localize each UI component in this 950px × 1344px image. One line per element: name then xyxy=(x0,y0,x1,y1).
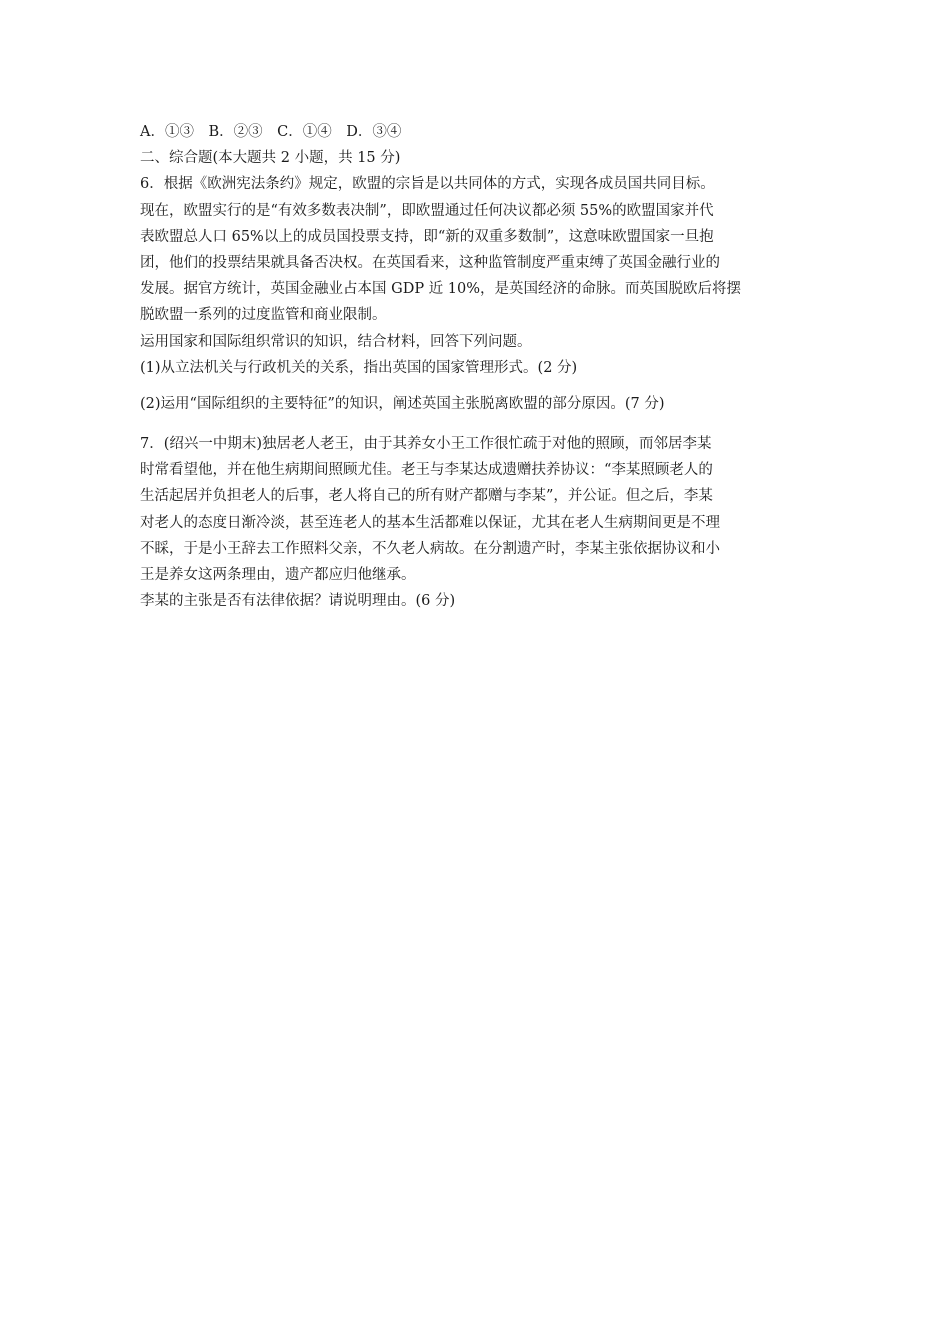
q6-text-line: 发展。据官方统计，英国金融业占本国 GDP 近 10%，是英国经济的命脉。而英国脱欧后将摆 xyxy=(140,281,742,298)
q7-text-line: 王是养女这两条理由，遗产都应归他继承。 xyxy=(140,567,416,583)
q6-text-line: 现在，欧盟实行的是“有效多数表决制”，即欧盟通过任何决议都必须 55%的欧盟国家并代 xyxy=(140,202,714,219)
q7-text-line: 时常看望他，并在他生病期间照顾尤佳。老王与李某达成遗赠扶养协议：“李某照顾老人的 xyxy=(140,462,713,479)
q6-text-line: 脱欧盟一系列的过度监管和商业限制。 xyxy=(140,307,387,324)
q6-subquestion-2: (2)运用“国际组织的主要特征”的知识，阐述英国主张脱离欧盟的部分原因。(7 分) xyxy=(140,395,665,412)
q6-text-line: 团，他们的投票结果就具备否决权。在英国看来，这种监管制度严重束缚了英国金融行业的 xyxy=(140,254,720,271)
q7-text-line: 对老人的态度日渐冷淡，甚至连老人的基本生活都难以保证，尤其在老人生病期间更是不理 xyxy=(140,514,720,531)
q6-instruction: 运用国家和国际组织常识的知识，结合材料，回答下列问题。 xyxy=(140,333,532,350)
q6-subquestion-1: (1)从立法机关与行政机关的关系，指出英国的国家管理形式。(2 分) xyxy=(140,359,578,376)
q7-question: 李某的主张是否有法律依据？请说明理由。(6 分) xyxy=(140,593,456,610)
q7-text-line: 生活起居并负担老人的后事，老人将自己的所有财产都赠与李某”，并公证。但之后，李某 xyxy=(140,488,713,505)
q6-text-line: 6．根据《欧洲宪法条约》规定，欧盟的宗旨是以共同体的方式，实现各成员国共同目标。 xyxy=(140,176,715,193)
q7-text-line: 7．(绍兴一中期末)独居老人老王，由于其养女小王工作很忙疏于对他的照顾，而邻居李某 xyxy=(140,436,712,453)
question-7 xyxy=(140,431,812,614)
q6-text-line: 表欧盟总人口 65%以上的成员国投票支持，即“新的双重多数制”，这意味欧盟国家一旦抱 xyxy=(140,228,714,245)
question-6 xyxy=(140,171,812,417)
answer-choices: A．①③ B．②③ C．①④ D．③④ xyxy=(140,124,402,140)
section-heading: 二、综合题(本大题共 2 小题，共 15 分) xyxy=(140,150,401,167)
q7-text-line: 不睬，于是小王辞去工作照料父亲，不久老人病故。在分割遗产时，李某主张依据协议和小 xyxy=(140,540,720,557)
document-body xyxy=(140,119,812,614)
